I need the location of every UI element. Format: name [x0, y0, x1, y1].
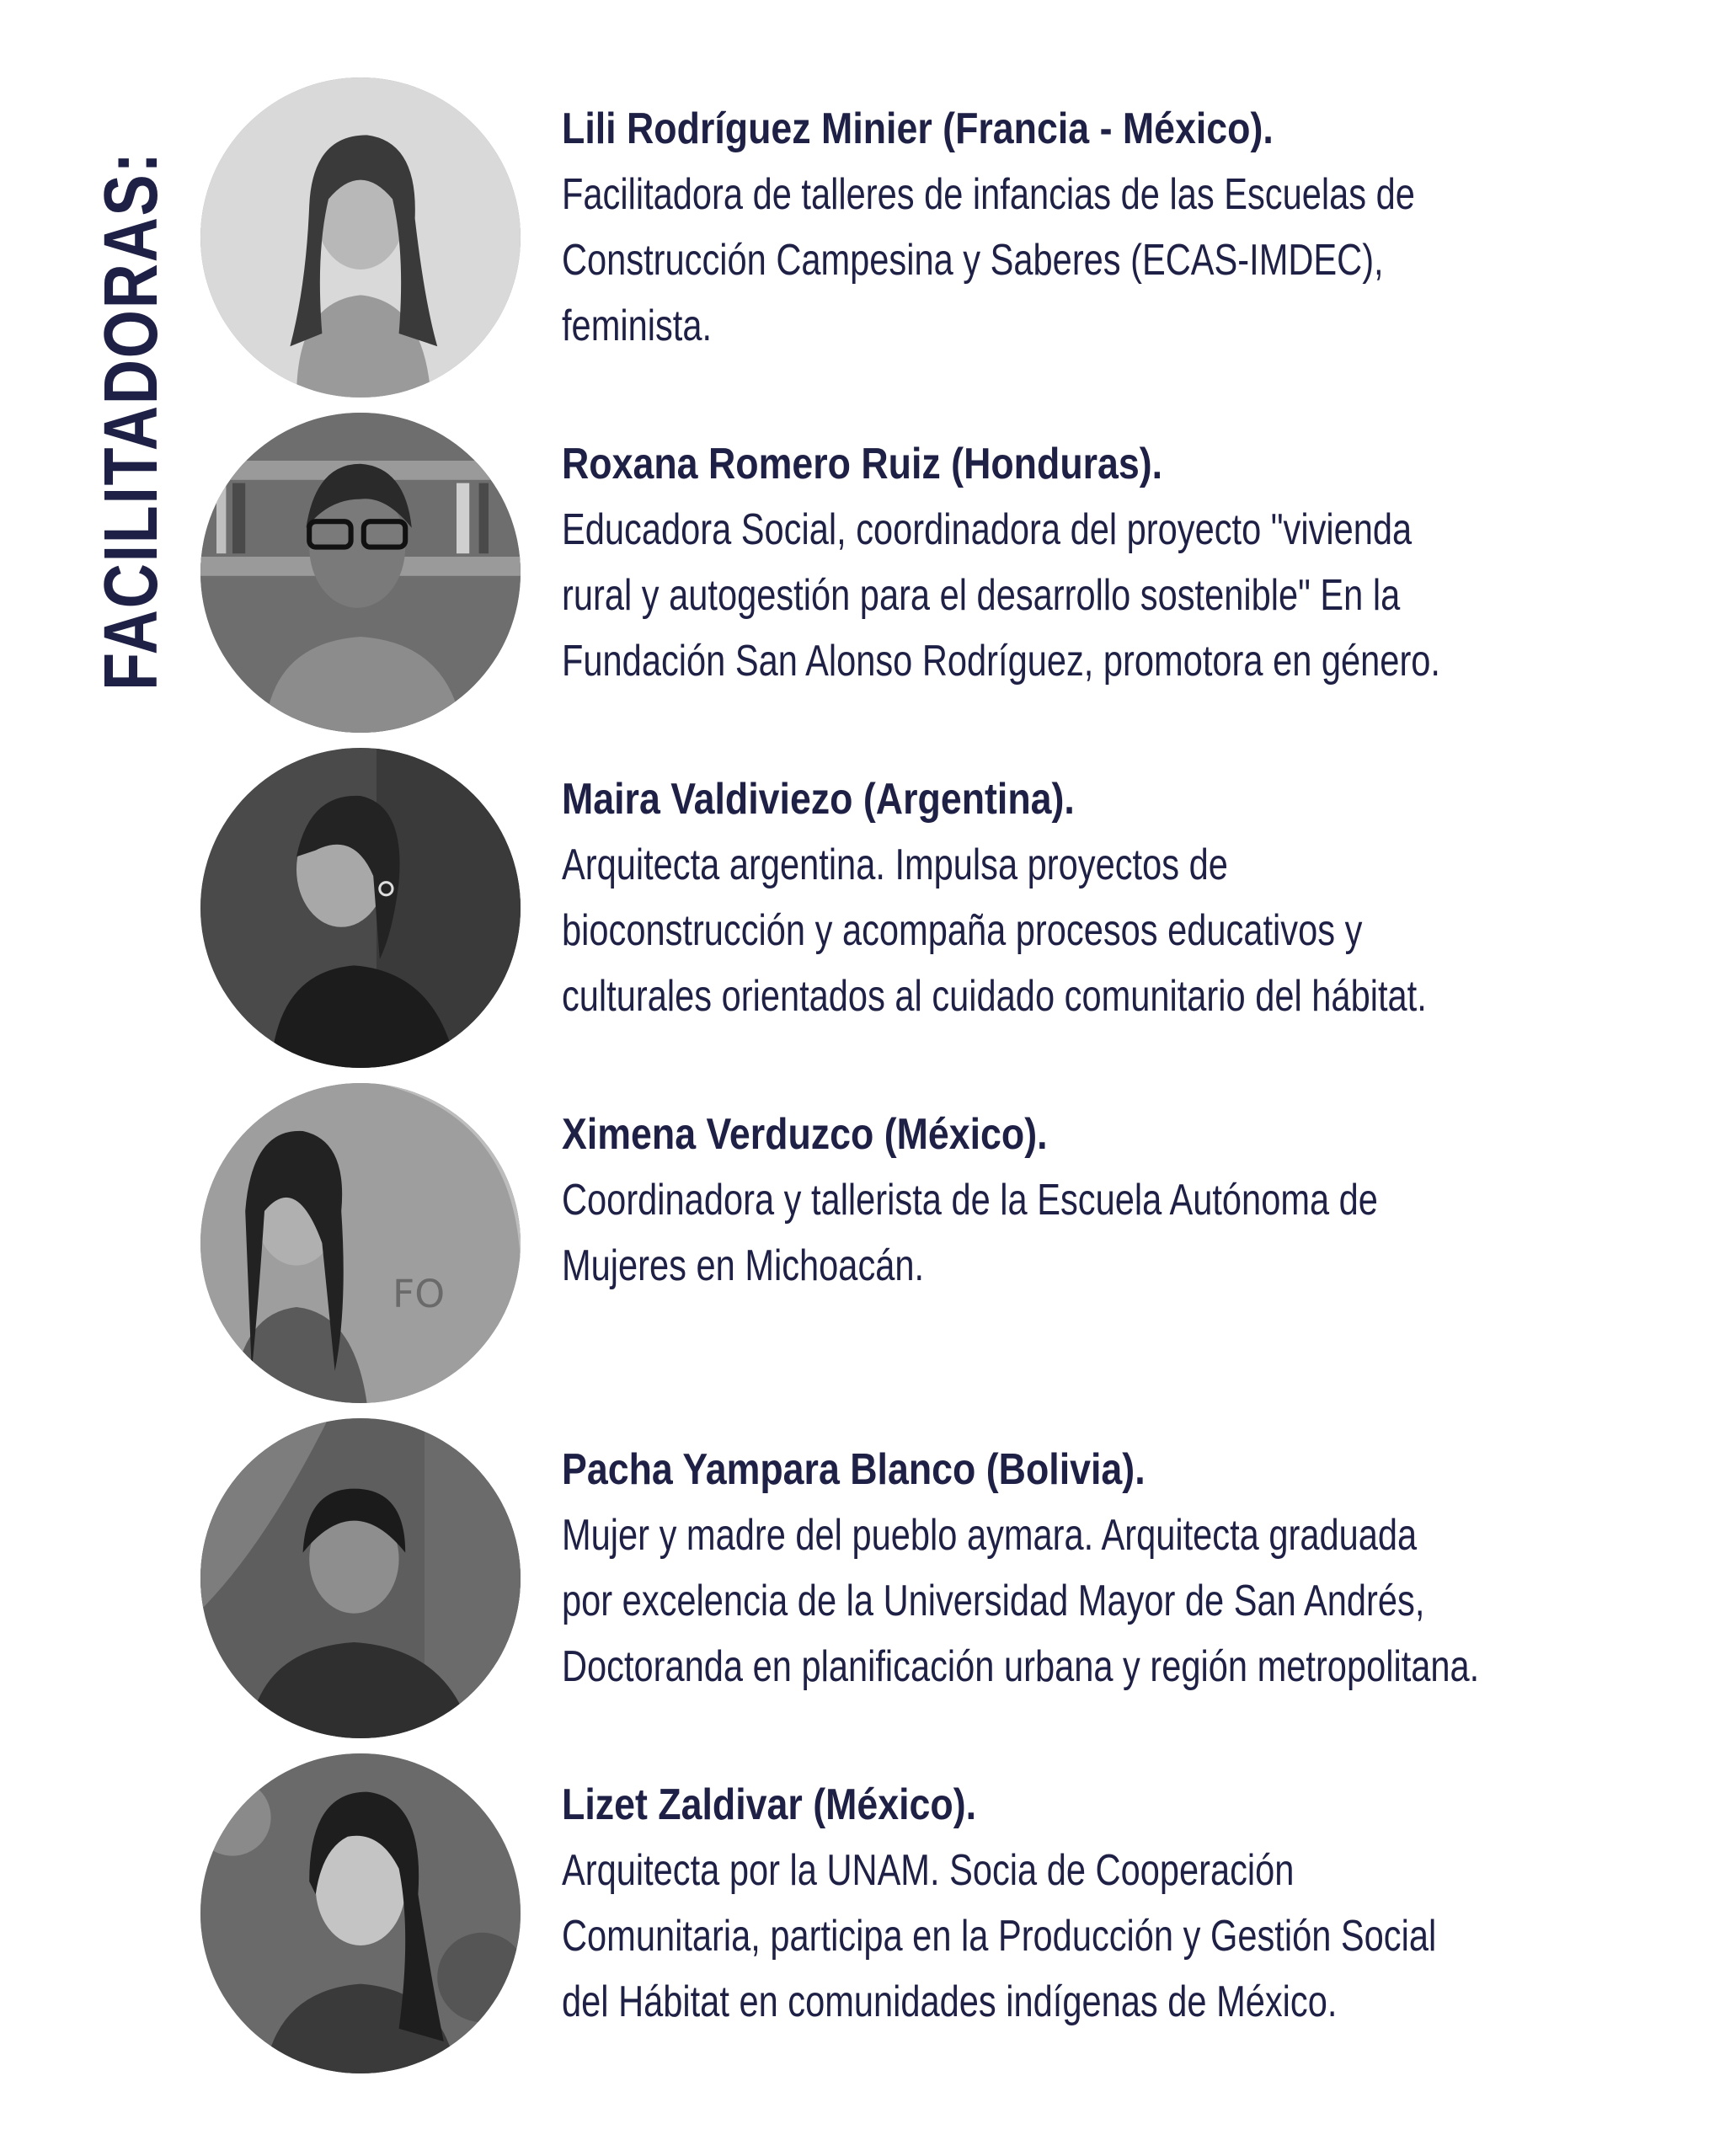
facilitator-card-lizet	[0, 1753, 1725, 2090]
facilitator-name: Maira Valdiviezo (Argentina).	[562, 775, 1075, 824]
facilitator-bio-line: Doctoranda en planificación urbana y región metropolitana.	[562, 1642, 1480, 1691]
facilitator-bio-line: Educadora Social, coordinadora del proyecto "vivienda	[562, 505, 1413, 554]
facilitator-bio-line: Comunitaria, participa en la Producción y Gestión Social	[562, 1912, 1437, 1961]
facilitator-card-maira	[0, 748, 1725, 1085]
facilitator-card-roxana	[0, 413, 1725, 750]
facilitator-bio-line: por excelencia de la Universidad Mayor de San Andrés,	[562, 1577, 1425, 1625]
section-title: FACILITADORAS:	[89, 151, 174, 691]
svg-text:FO: FO	[393, 1272, 446, 1316]
facilitator-bio-line: Fundación San Alonso Rodríguez, promotora en género.	[562, 637, 1440, 686]
facilitator-bio-line: Construcción Campesina y Saberes (ECAS-IMDEC),	[562, 236, 1384, 285]
facilitator-name: Ximena Verduzco (México).	[562, 1110, 1048, 1159]
facilitator-bio-line: Coordinadora y tallerista de la Escuela Autónoma de	[562, 1176, 1378, 1225]
facilitator-bio-line: Mujer y madre del pueblo aymara. Arquitecta graduada	[562, 1511, 1418, 1560]
avatar-photo	[200, 413, 521, 733]
avatar-photo	[200, 77, 521, 398]
facilitator-card-lili	[0, 77, 1725, 414]
facilitator-card-ximena	[0, 1083, 1725, 1420]
facilitator-bio-line: culturales orientados al cuidado comunitario del hábitat.	[562, 972, 1427, 1021]
facilitator-bio-line: Mujeres en Michoacán.	[562, 1241, 925, 1290]
facilitator-bio-line: feminista.	[562, 302, 713, 350]
avatar-photo	[200, 748, 521, 1068]
facilitator-bio-line: Arquitecta por la UNAM. Socia de Cooperación	[562, 1846, 1295, 1895]
facilitator-name: Pacha Yampara Blanco (Bolivia).	[562, 1445, 1146, 1494]
facilitator-bio-line: bioconstrucción y acompaña procesos educativos y	[562, 906, 1363, 955]
avatar-photo	[200, 1418, 521, 1738]
facilitator-card-pacha	[0, 1418, 1725, 1755]
facilitator-bio-line: rural y autogestión para el desarrollo sostenible" En la	[562, 571, 1401, 620]
facilitator-bio-line: Arquitecta argentina. Impulsa proyectos de	[562, 841, 1228, 889]
facilitator-bio-line: Facilitadora de talleres de infancias de las Escuelas de	[562, 170, 1415, 219]
facilitator-name: Roxana Romero Ruiz (Honduras).	[562, 440, 1163, 488]
facilitator-name: Lizet Zaldivar (México).	[562, 1780, 977, 1829]
avatar-photo	[200, 1083, 521, 1403]
avatar-photo	[200, 1753, 521, 2073]
facilitator-name: Lili Rodríguez Minier (Francia - México).	[562, 104, 1274, 153]
facilitator-bio-line: del Hábitat en comunidades indígenas de México.	[562, 1977, 1338, 2026]
